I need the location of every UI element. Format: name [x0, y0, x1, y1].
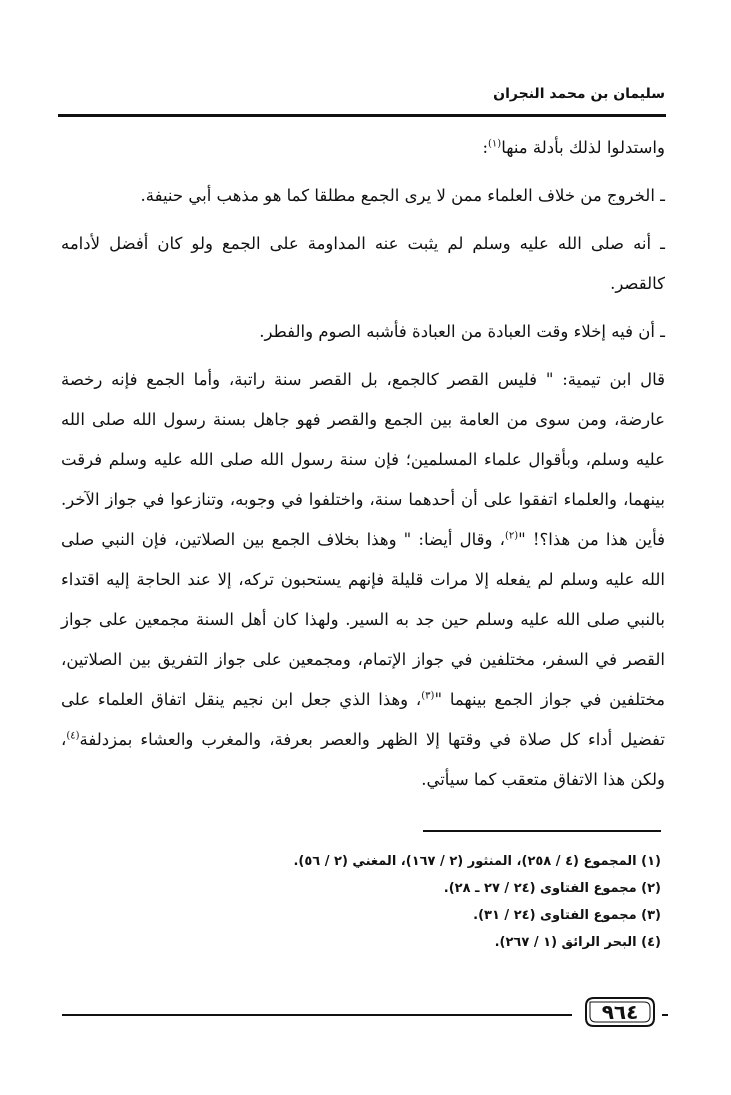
footnote-ref-1[interactable]: (١) — [488, 138, 502, 150]
intro-text: واستدلوا لذلك بأدلة منها — [501, 138, 665, 157]
footnote-1: (١) المجموع (٤ / ٢٥٨)، المنثور (٢ / ١٦٧)، المغني (٢ / ٥٦). — [293, 854, 661, 869]
evidence-point-3: ـ أن فيه إخلاء وقت العبادة من العبادة فأشبه الصوم والفطر. — [259, 322, 665, 341]
footnote-ref-2[interactable]: (٢) — [504, 530, 519, 542]
ibn-taymiyyah-paragraph — [61, 360, 665, 800]
footnote-2: (٢) مجموع الفتاوى (٢٤ / ٢٧ ـ ٢٨). — [443, 881, 661, 896]
footnote-ref-3[interactable]: (٣) — [421, 690, 435, 702]
main-text — [61, 128, 665, 800]
evidence-point-2: ـ أنه صلى الله عليه وسلم لم يثبت عنه المداومة على الجمع ولو كان أفضل لأدامه كالقصر. — [61, 234, 665, 293]
footer-rule-end — [662, 1014, 668, 1016]
paragraph-part-3: ، وهذا الذي جعل ابن نجيم ينقل اتفاق العلماء على تفضيل أداء كل صلاة في وقتها إلا الظهر والعصر بعرفة، والمغرب والعشاء بمزدلفة — [61, 690, 665, 749]
running-header-author: سليمان بن محمد النجران — [493, 86, 665, 102]
footnotes — [61, 848, 661, 956]
footnote-ref-4[interactable]: (٤) — [66, 730, 80, 742]
page-number-frame — [580, 992, 660, 1032]
intro-line — [61, 128, 665, 168]
evidence-point-1: ـ الخروج من خلاف العلماء ممن لا يرى الجمع مطلقا كما هو مذهب أبي حنيفة. — [140, 186, 665, 205]
paragraph-part-1: قال ابن تيمية: " فليس القصر كالجمع، بل القصر سنة راتبة، وأما الجمع فإنه رخصة عارضة، ومن سوى من العامة بين الجمع والقصر فهو جاهل بسنة رسول الله صلى الله عليه وسلم، وبأقوال علماء المسلمين؛ فإن سنة رسول الله صلى الله عليه وسلم فرقت بينهما، والعلماء اتفقوا على أن أحدهما سنة، واختلفوا في وجوبه، وتنازعوا في جواز الآخر. فأين هذا من هذا؟! " — [61, 370, 665, 549]
paragraph-part-2: ، وقال أيضا: " وهذا بخلاف الجمع بين الصلاتين، فإن النبي صلى الله عليه وسلم لم يفعله إلا مرات قليلة فإنهم يستحبون تركه، إلا عند الحاجة إليه اقتداء بالنبي صلى الله عليه وسلم حين جد به السير. ولهذا كان أهل السنة مجمعين على جواز القصر في السفر، مختلفين في جواز الإتمام، ومجمعين على جواز التفريق بين الصلاتين، مختلفين في جواز الجمع بينهما " — [61, 530, 665, 709]
intro-colon: : — [482, 138, 488, 157]
footnote-4: (٤) البحر الرائق (١ / ٢٦٧). — [494, 935, 661, 950]
footer-rule — [62, 1014, 572, 1016]
page-number: ٩٦٤ — [601, 1000, 639, 1024]
paragraph-part-4: ، ولكن هذا الاتفاق متعقب كما سيأتي. — [61, 730, 665, 789]
footnote-3: (٣) مجموع الفتاوى (٢٤ / ٣١). — [473, 908, 661, 923]
footnote-separator — [423, 830, 661, 832]
header-rule — [58, 114, 666, 117]
